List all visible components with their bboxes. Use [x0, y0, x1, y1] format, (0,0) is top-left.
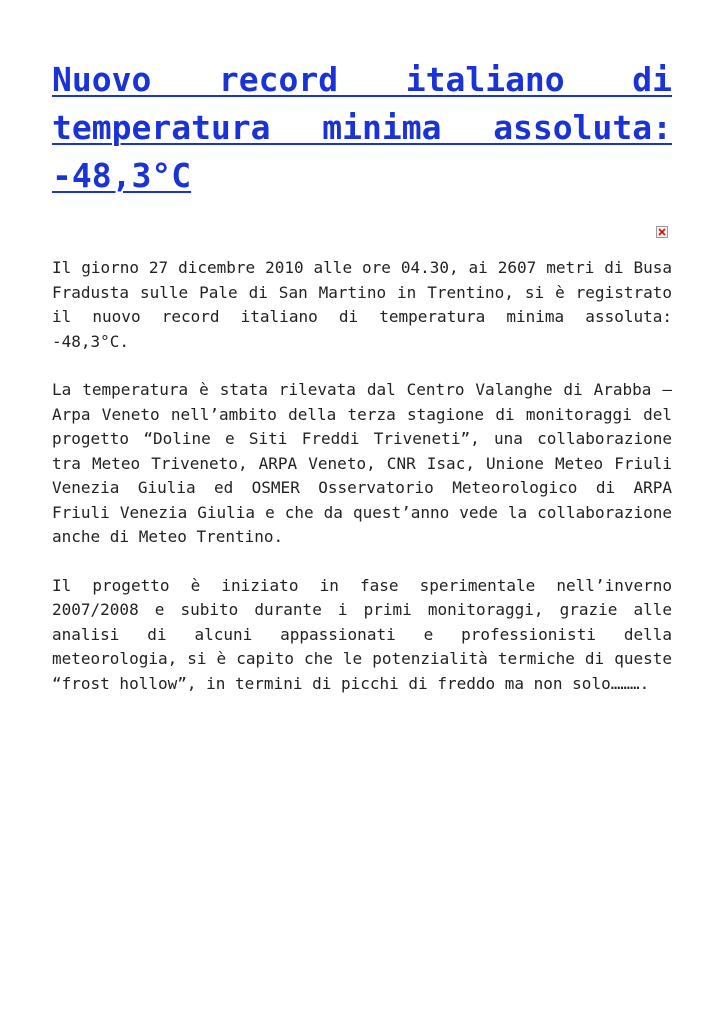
paragraph-3: Il progetto è iniziato in fase sperimentale nell’inverno 2007/2008 e subito durante i primi monitoraggi, grazie alle analisi di alcuni appassionati e professionisti della meteorologia, si è capito che le potenzialità termiche di queste “frost hollow”, in termini di picchi di freddo ma non solo……….	[52, 575, 672, 693]
article	[52, 56, 672, 720]
article-title-link[interactable]: Nuovo record italiano di temperatura minima assoluta: -48,3°C	[52, 60, 672, 195]
article-body	[52, 256, 672, 696]
broken-image-icon	[656, 226, 668, 238]
article-title	[52, 56, 672, 200]
paragraph-2: La temperatura è stata rilevata dal Centro Valanghe di Arabba – Arpa Veneto nell’ambito della terza stagione di monitoraggi del progetto “Doline e Siti Freddi Triveneti”, una collaborazione tra Meteo Triveneto, ARPA Veneto, CNR Isac, Unione Meteo Friuli Venezia Giulia ed OSMER Osservatorio Meteorologico di ARPA Friuli Venezia Giulia e che da quest’anno vede la collaborazione anche di Meteo Trentino.	[52, 380, 672, 546]
paragraph-1: Il giorno 27 dicembre 2010 alle ore 04.30, ai 2607 metri di Busa Fradusta sulle Pale di San Martino in Trentino, si è registrato il nuovo record italiano di temperatura minima assoluta: -48,3°C.	[52, 258, 672, 351]
image-row	[52, 216, 672, 256]
